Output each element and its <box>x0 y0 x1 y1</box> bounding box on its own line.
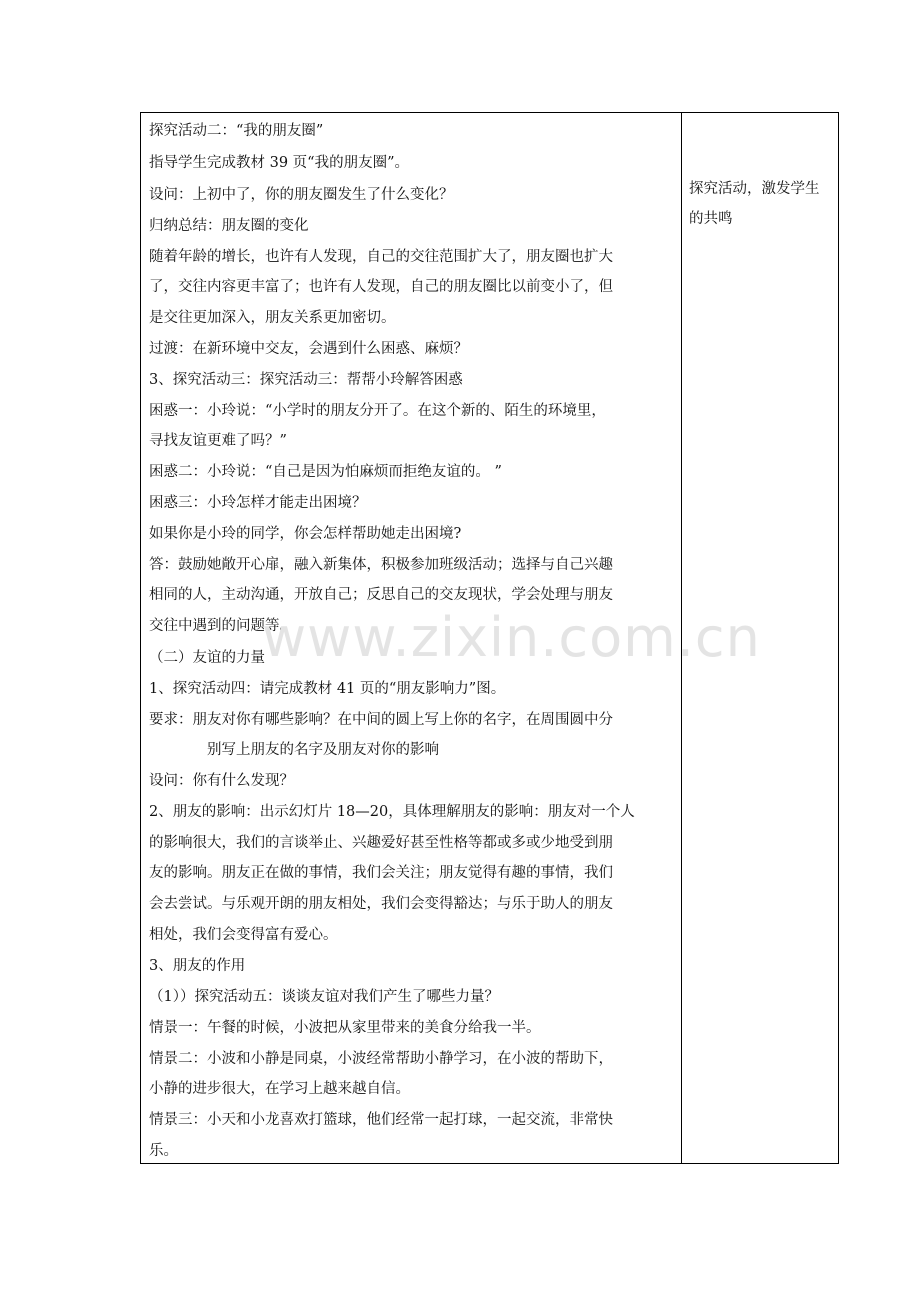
text-line: 设问：上初中了，你的朋友圈发生了什么变化？ <box>149 187 454 203</box>
watermark: www.zixin.com.cn <box>262 606 761 669</box>
text-line: 相同的人，主动沟通，开放自己；反思自己的交友现状，学会处理与朋友 <box>149 587 613 603</box>
text-line: 情景一：午餐的时候，小波把从家里带来的美食分给我一半。 <box>149 1020 541 1036</box>
text-line: 答：鼓励她敞开心扉，融入新集体，积极参加班级活动；选择与自己兴趣 <box>149 557 613 573</box>
text-line: 设问：你有什么发现？ <box>149 773 294 789</box>
text-line: 指导学生完成教材 39 页“我的朋友圈”。 <box>149 155 409 171</box>
text-line: 2、朋友的影响：出示幻灯片 18—20，具体理解朋友的影响：朋友对一个人 <box>149 804 635 820</box>
text-line: 会去尝试。与乐观开朗的朋友相处，我们会变得豁达；与乐于助人的朋友 <box>149 896 613 912</box>
text-line: 1、探究活动四：请完成教材 41 页的“朋友影响力”图。 <box>149 681 506 697</box>
text-line: 小静的进步很大，在学习上越来越自信。 <box>149 1081 410 1097</box>
text-line: 相处，我们会变得富有爱心。 <box>149 927 338 943</box>
text-line: 随着年龄的增长，也许有人发现，自己的交往范围扩大了，朋友圈也扩大 <box>149 249 613 265</box>
text-line: 3、朋友的作用 <box>149 958 246 974</box>
design-intent-line: 的共鸣 <box>689 211 733 227</box>
lesson-table <box>140 112 839 1164</box>
text-line: 是交往更加深入，朋友关系更加密切。 <box>149 310 396 326</box>
design-intent-line: 探究活动，激发学生 <box>689 181 820 197</box>
text-line: 的影响很大，我们的言谈举止、兴趣爱好甚至性格等都或多或少地受到朋 <box>149 835 613 851</box>
text-line: 探究活动二：“我的朋友圈” <box>149 123 324 139</box>
text-line: 情景三：小天和小龙喜欢打篮球，他们经常一起打球，一起交流，非常快 <box>149 1112 613 1128</box>
text-line: 了，交往内容更丰富了；也许有人发现，自己的朋友圈比以前变小了，但 <box>149 279 613 295</box>
text-line: 交往中遇到的问题等。 <box>149 618 294 634</box>
text-line: 要求：朋友对你有哪些影响？在中间的圆上写上你的名字，在周围圆中分 <box>149 712 613 728</box>
text-line: 困惑一：小玲说：“小学时的朋友分开了。在这个新的、陌生的环境里， <box>149 403 606 419</box>
text-line: 友的影响。朋友正在做的事情，我们会关注；朋友觉得有趣的事情，我们 <box>149 865 613 881</box>
text-line: 情景二：小波和小静是同桌，小波经常帮助小静学习，在小波的帮助下， <box>149 1051 613 1067</box>
section-heading: （二）友谊的力量 <box>149 650 265 666</box>
text-line: 3、探究活动三：探究活动三：帮帮小玲解答困惑 <box>149 372 463 388</box>
text-line: 过渡：在新环境中交友，会遇到什么困惑、麻烦？ <box>149 341 468 357</box>
text-line: 乐。 <box>149 1143 178 1159</box>
text-line: 如果你是小玲的同学，你会怎样帮助她走出困境? <box>149 526 462 542</box>
column-divider <box>681 113 682 1163</box>
text-line: 困惑二：小玲说：“自己是因为怕麻烦而拒绝友谊的。 ” <box>149 464 502 480</box>
text-line: 别写上朋友的名字及朋友对你的影响 <box>207 742 439 758</box>
text-line: （1））探究活动五：谈谈友谊对我们产生了哪些力量？ <box>149 989 499 1005</box>
text-line: 归纳总结：朋友圈的变化 <box>149 218 309 234</box>
text-line: 困惑三：小玲怎样才能走出困境？ <box>149 495 367 511</box>
text-line: 寻找友谊更难了吗？” <box>149 433 287 449</box>
